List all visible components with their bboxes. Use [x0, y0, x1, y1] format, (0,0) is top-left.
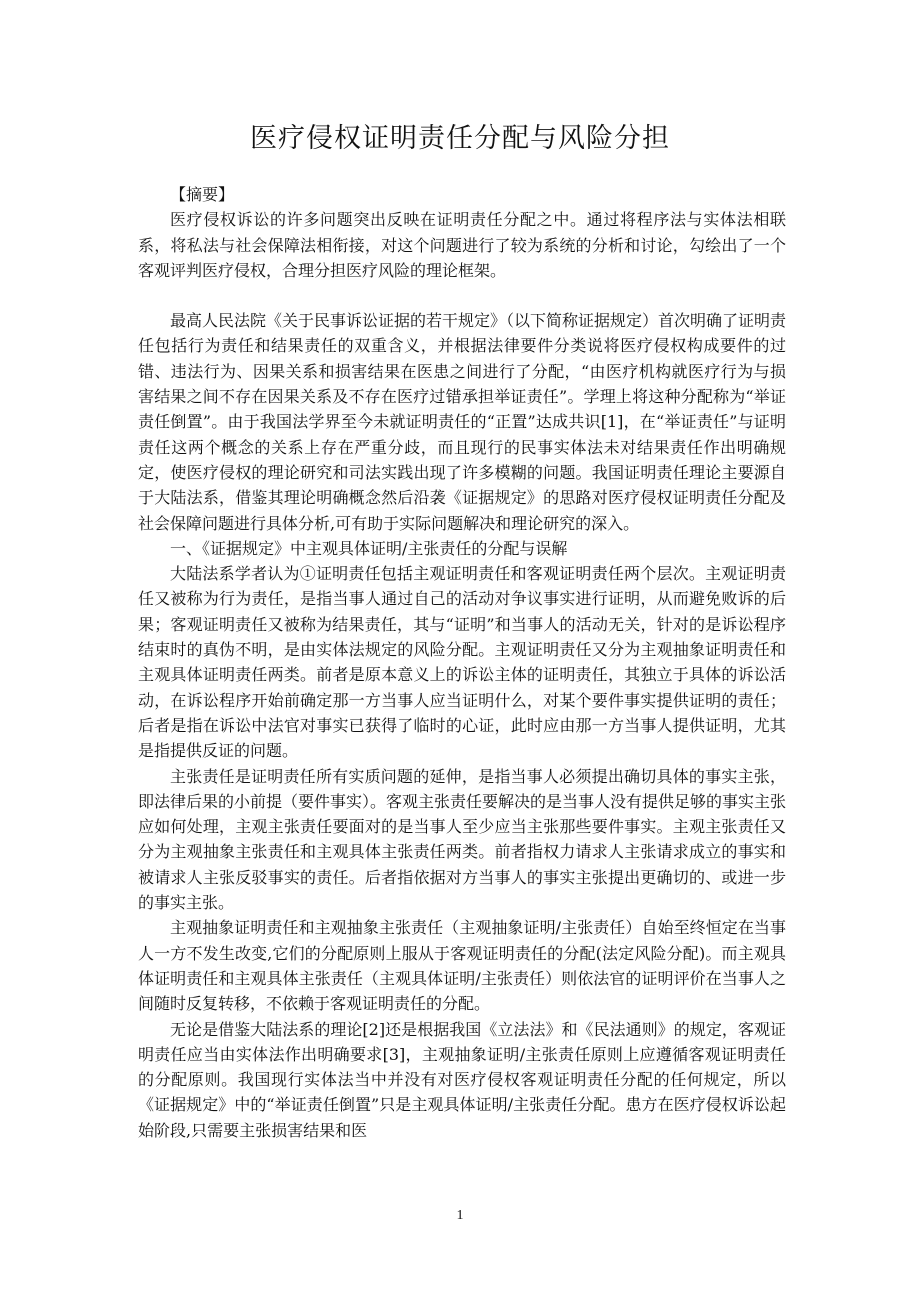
body-paragraph: 最高人民法院《关于民事诉讼证据的若干规定》（以下简称证据规定）首次明确了证明责任包括行为责任和结果责任的双重含义，并根据法律要件分类说将医疗侵权构成要件的过错、违法行为、因果关系和损害结果在医患之间进行了分配，“由医疗机构就医疗行为与损害结果之间不存在因果关系及不存在医疗过错承担举证责任”。学理上将这种分配称为“举证责任倒置”。由于我国法学界至今未就证明责任的“正置”达成共识[1]，在“举证责任”与证明责任这两个概念的关系上存在严重分歧，而且现行的民事实体法未对结果责任作出明确规定，使医疗侵权的理论研究和司法实践出现了许多模糊的问题。我国证明责任理论主要源自于大陆法系，借鉴其理论明确概念然后沿袭《证据规定》的思路对医疗侵权证明责任分配及社会保障问题进行具体分析,可有助于实际问题解决和理论研究的深入。 [138, 311, 787, 533]
page-number: 1 [456, 1208, 464, 1223]
abstract-label: 【摘要】 [170, 185, 235, 204]
body-paragraph: 大陆法系学者认为①证明责任包括主观证明责任和客观证明责任两个层次。主观证明责任又被称为行为责任，是指当事人通过自己的活动对争议事实进行证明，从而避免败诉的后果；客观证明责任又被称为结果责任，其与“证明”和当事人的活动无关，针对的是诉讼程序结束时的真伪不明，是由实体法规定的风险分配。主观证明责任又分为主观抽象证明责任和主观具体证明责任两类。前者是原本意义上的诉讼主体的证明责任，其独立于具体的诉讼活动，在诉讼程序开始前确定那一方当事人应当证明什么，对某个要件事实提供证明的责任；后者是指在诉讼中法官对事实已获得了临时的心证，此时应由那一方当事人提供证明，尤其是指提供反证的问题。 [138, 564, 786, 761]
blank-line [138, 283, 786, 308]
document-title: 医疗侵权证明责任分配与风险分担 [250, 123, 670, 154]
section-heading: 一、《证据规定》中主观具体证明/主张责任的分配与误解 [170, 538, 568, 558]
abstract-paragraph: 医疗侵权诉讼的许多问题突出反映在证明责任分配之中。通过将程序法与实体法相联系，将私法与社会保障法相衔接，对这个问题进行了较为系统的分析和讨论，勾绘出了一个客观评判医疗侵权，合理分担医疗风险的理论框架。 [138, 210, 786, 280]
body-paragraph: 主张责任是证明责任所有实质问题的延伸，是指当事人必须提出确切具体的事实主张，即法律后果的小前提（要件事实）。客观主张责任要解决的是当事人没有提供足够的事实主张应如何处理，主观主张责任要面对的是当事人至少应当主张那些要件事实。主观主张责任又分为主观抽象主张责任和主观具体主张责任两类。前者指权力请求人主张请求成立的事实和被请求人主张反驳事实的责任。后者指依据对方当事人的事实主张提出更确切的、或进一步的事实主张。 [138, 766, 787, 913]
document-body [138, 182, 786, 1143]
body-paragraph: 无论是借鉴大陆法系的理论[2]还是根据我国《立法法》和《民法通则》的规定，客观证明责任应当由实体法作出明确要求[3]，主观抽象证明/主张责任原则上应遵循客观证明责任的分配原则。我国现行实体法当中并没有对医疗侵权客观证明责任分配的任何规定，所以《证据规定》中的“举证责任倒置”只是主观具体证明/主张责任分配。患方在医疗侵权诉讼起始阶段,只需要主张损害结果和医 [138, 1019, 786, 1140]
body-paragraph: 主观抽象证明责任和主观抽象主张责任（主观抽象证明/主张责任）自始至终恒定在当事人一方不发生改变,它们的分配原则上服从于客观证明责任的分配(法定风险分配)。而主观具体证明责任和主观具体主张责任（主观具体证明/主张责任）则依法官的证明评价在当事人之间随时反复转移，不依赖于客观证明责任的分配。 [138, 918, 786, 1014]
